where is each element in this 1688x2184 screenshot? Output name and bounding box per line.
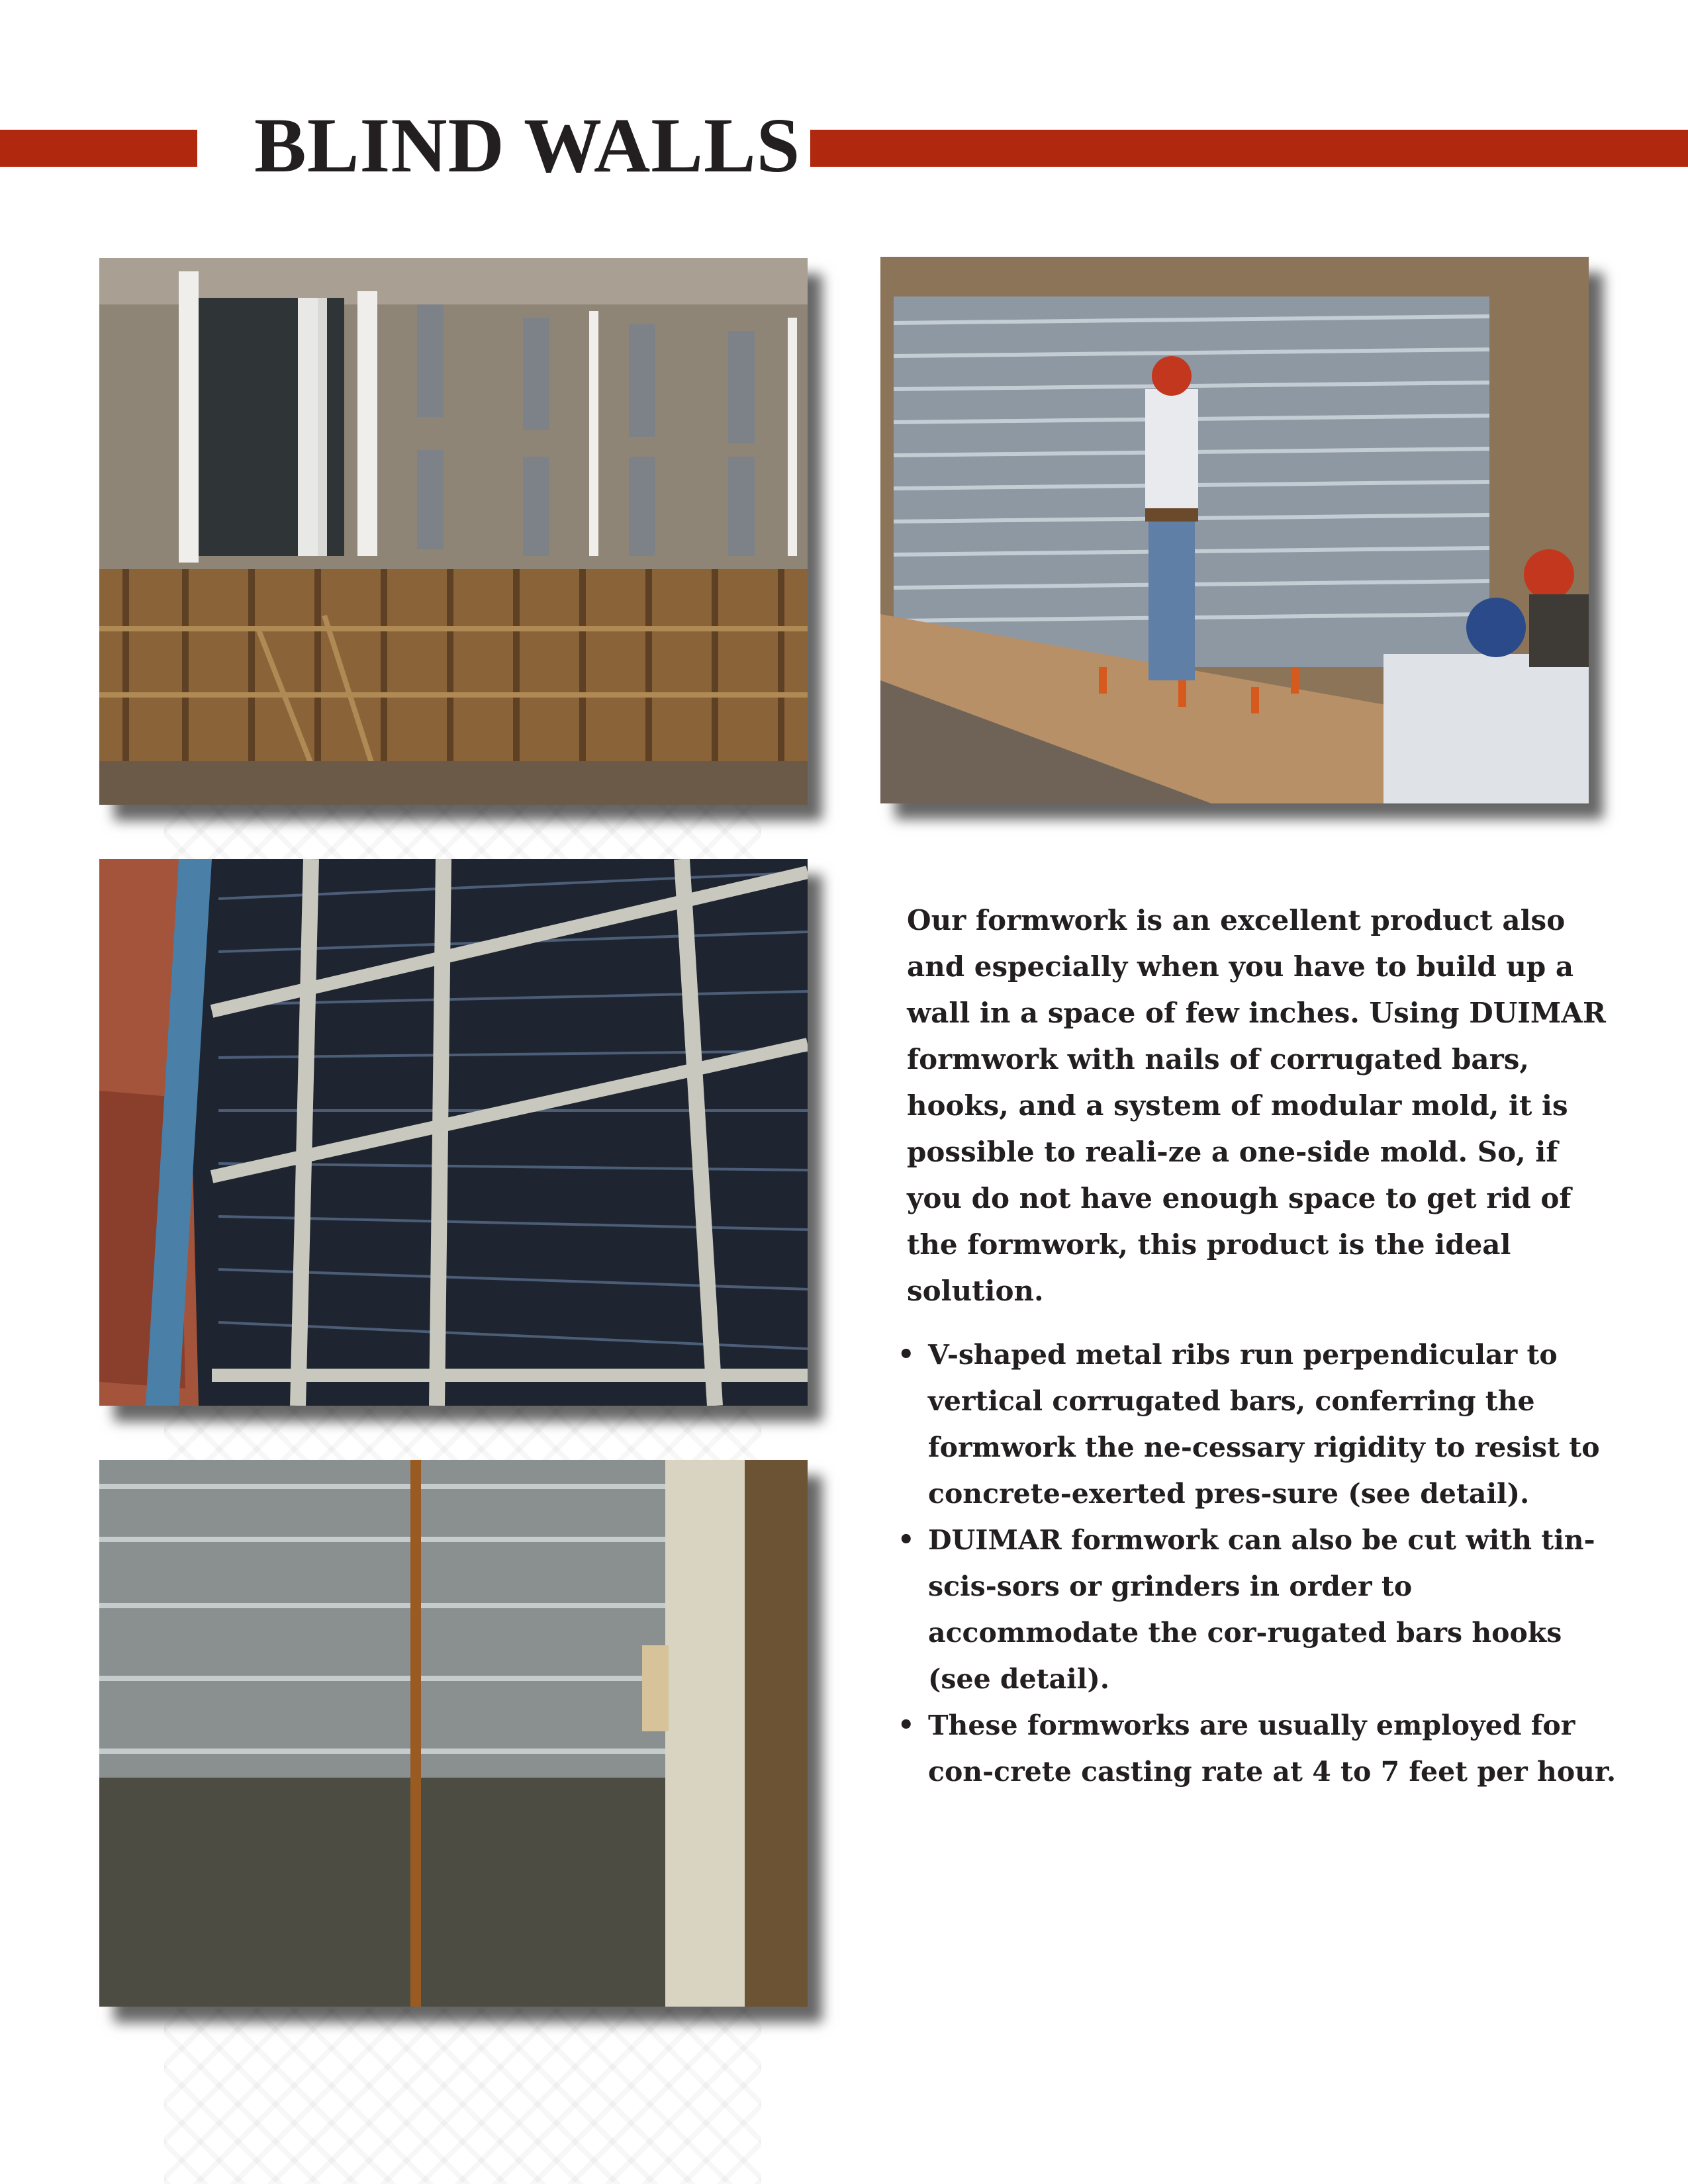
- header-accent-bar-left: [0, 130, 197, 167]
- worker-installing-formwork-photo: [880, 257, 1589, 803]
- header-accent-bar-right: [810, 130, 1688, 167]
- rebar-formwork-closeup-photo: [99, 859, 808, 1406]
- bullet-icon: •: [898, 1339, 915, 1370]
- page-title: BLIND WALLS: [254, 102, 801, 189]
- bullet-icon: •: [898, 1524, 915, 1555]
- intro-paragraph: Our formwork is an excellent product also and especially when you have to build up a wall in a space of few inches. Using DUIMAR formwork with nails of corrugated bars, hooks, and a system of modular mold, it is possible to reali-ze a one-side mold. So, if you do not have enough space to get rid of the formwork, this product is the ideal solution.: [907, 904, 1606, 1307]
- bullet-icon: •: [898, 1709, 915, 1741]
- concrete-formwork-detail-photo: [99, 1460, 808, 2007]
- list-item: [892, 1332, 1627, 1517]
- list-item: [892, 1517, 1627, 1702]
- feature-list: [892, 1332, 1627, 1795]
- building-blind-wall-formwork-photo: [99, 258, 808, 805]
- list-item-text: V-shaped metal ribs run perpendicular to vertical corrugated bars, conferring the formwork the ne-cessary rigidity to resist to concrete-exerted pres-sure (see detail).: [928, 1339, 1600, 1510]
- list-item-text: DUIMAR formwork can also be cut with tin-scis-sors or grinders in order to accommodate the cor-rugated bars hooks (see detail).: [928, 1524, 1595, 1695]
- list-item: [892, 1702, 1627, 1795]
- list-item-text: These formworks are usually employed for con-crete casting rate at 4 to 7 feet per hour.: [928, 1709, 1617, 1788]
